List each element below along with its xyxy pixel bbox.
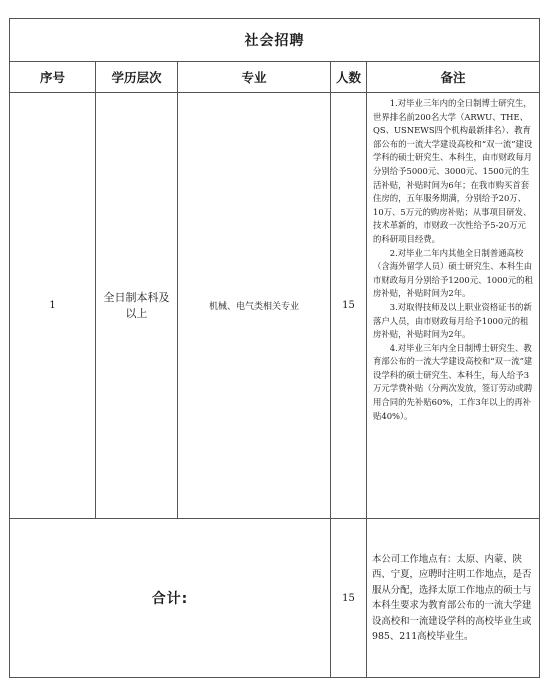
row-index: 1 [10, 93, 96, 519]
recruitment-table-wrapper [9, 18, 539, 678]
header-count: 人数 [331, 62, 367, 93]
row-count: 15 [331, 93, 367, 519]
recruitment-table [9, 18, 540, 678]
title-row [10, 19, 540, 62]
total-notes: 本公司工作地点有：太原、内蒙、陕西、宁夏，应聘时注明工作地点，是否服从分配，选择太原工作地点的硕士与本科生要求为教育部公布的一流大学建设高校和一流建设学科的高校毕业生或985、211高校毕业生。 [367, 519, 540, 678]
total-row [10, 519, 540, 678]
note-item-4: 4.对毕业三年内全日制博士研究生、教育部公布的一流大学建设高校和“双一流”建设学科的硕士研究生、本科生，每人给予3万元学费补贴（分两次发放，签订劳动或聘用合同的先补贴60%，工作3年以上的再补贴40%）。 [373, 342, 533, 421]
note-item-2: 2.对毕业二年内其他全日制普通高校（含海外留学人员）硕士研究生、本科生由市财政每月分别给予1200元、1000元的租房补贴，补贴时间为2年。 [373, 247, 533, 299]
header-major: 专业 [178, 62, 331, 93]
table-row [10, 93, 540, 519]
header-index: 序号 [10, 62, 96, 93]
header-row [10, 62, 540, 93]
row-notes [367, 93, 540, 519]
header-degree: 学历层次 [96, 62, 178, 93]
row-major: 机械、电气类相关专业 [178, 93, 331, 519]
note-item-1: 1.对毕业三年内的全日制博士研究生，世界排名前200名大学（ARWU、THE、QS、USNEWS四个机构最新排名）、教育部公布的一流大学建设高校和“双一流”建设学科的硕士研究生、本科生，由市财政每月分别给予5000元、3000元、1500元的生活补贴，补贴时间为6年；在我市购买首套住房的，五年服务期满，分别给予20万、10万、5万元的购房补贴；从事项目研发、技术革新的，市财政一次性给予5-20万元的科研项目经费。 [373, 98, 533, 244]
table-title: 社会招聘 [10, 19, 540, 62]
note-item-3: 3.对取得技师及以上职业资格证书的新落户人员，由市财政每月给予1000元的租房补贴，补贴时间为2年。 [373, 301, 532, 340]
header-notes: 备注 [367, 62, 540, 93]
row-degree: 全日制本科及以上 [96, 93, 178, 519]
total-label: 合计: [10, 519, 331, 678]
total-count: 15 [331, 519, 367, 678]
